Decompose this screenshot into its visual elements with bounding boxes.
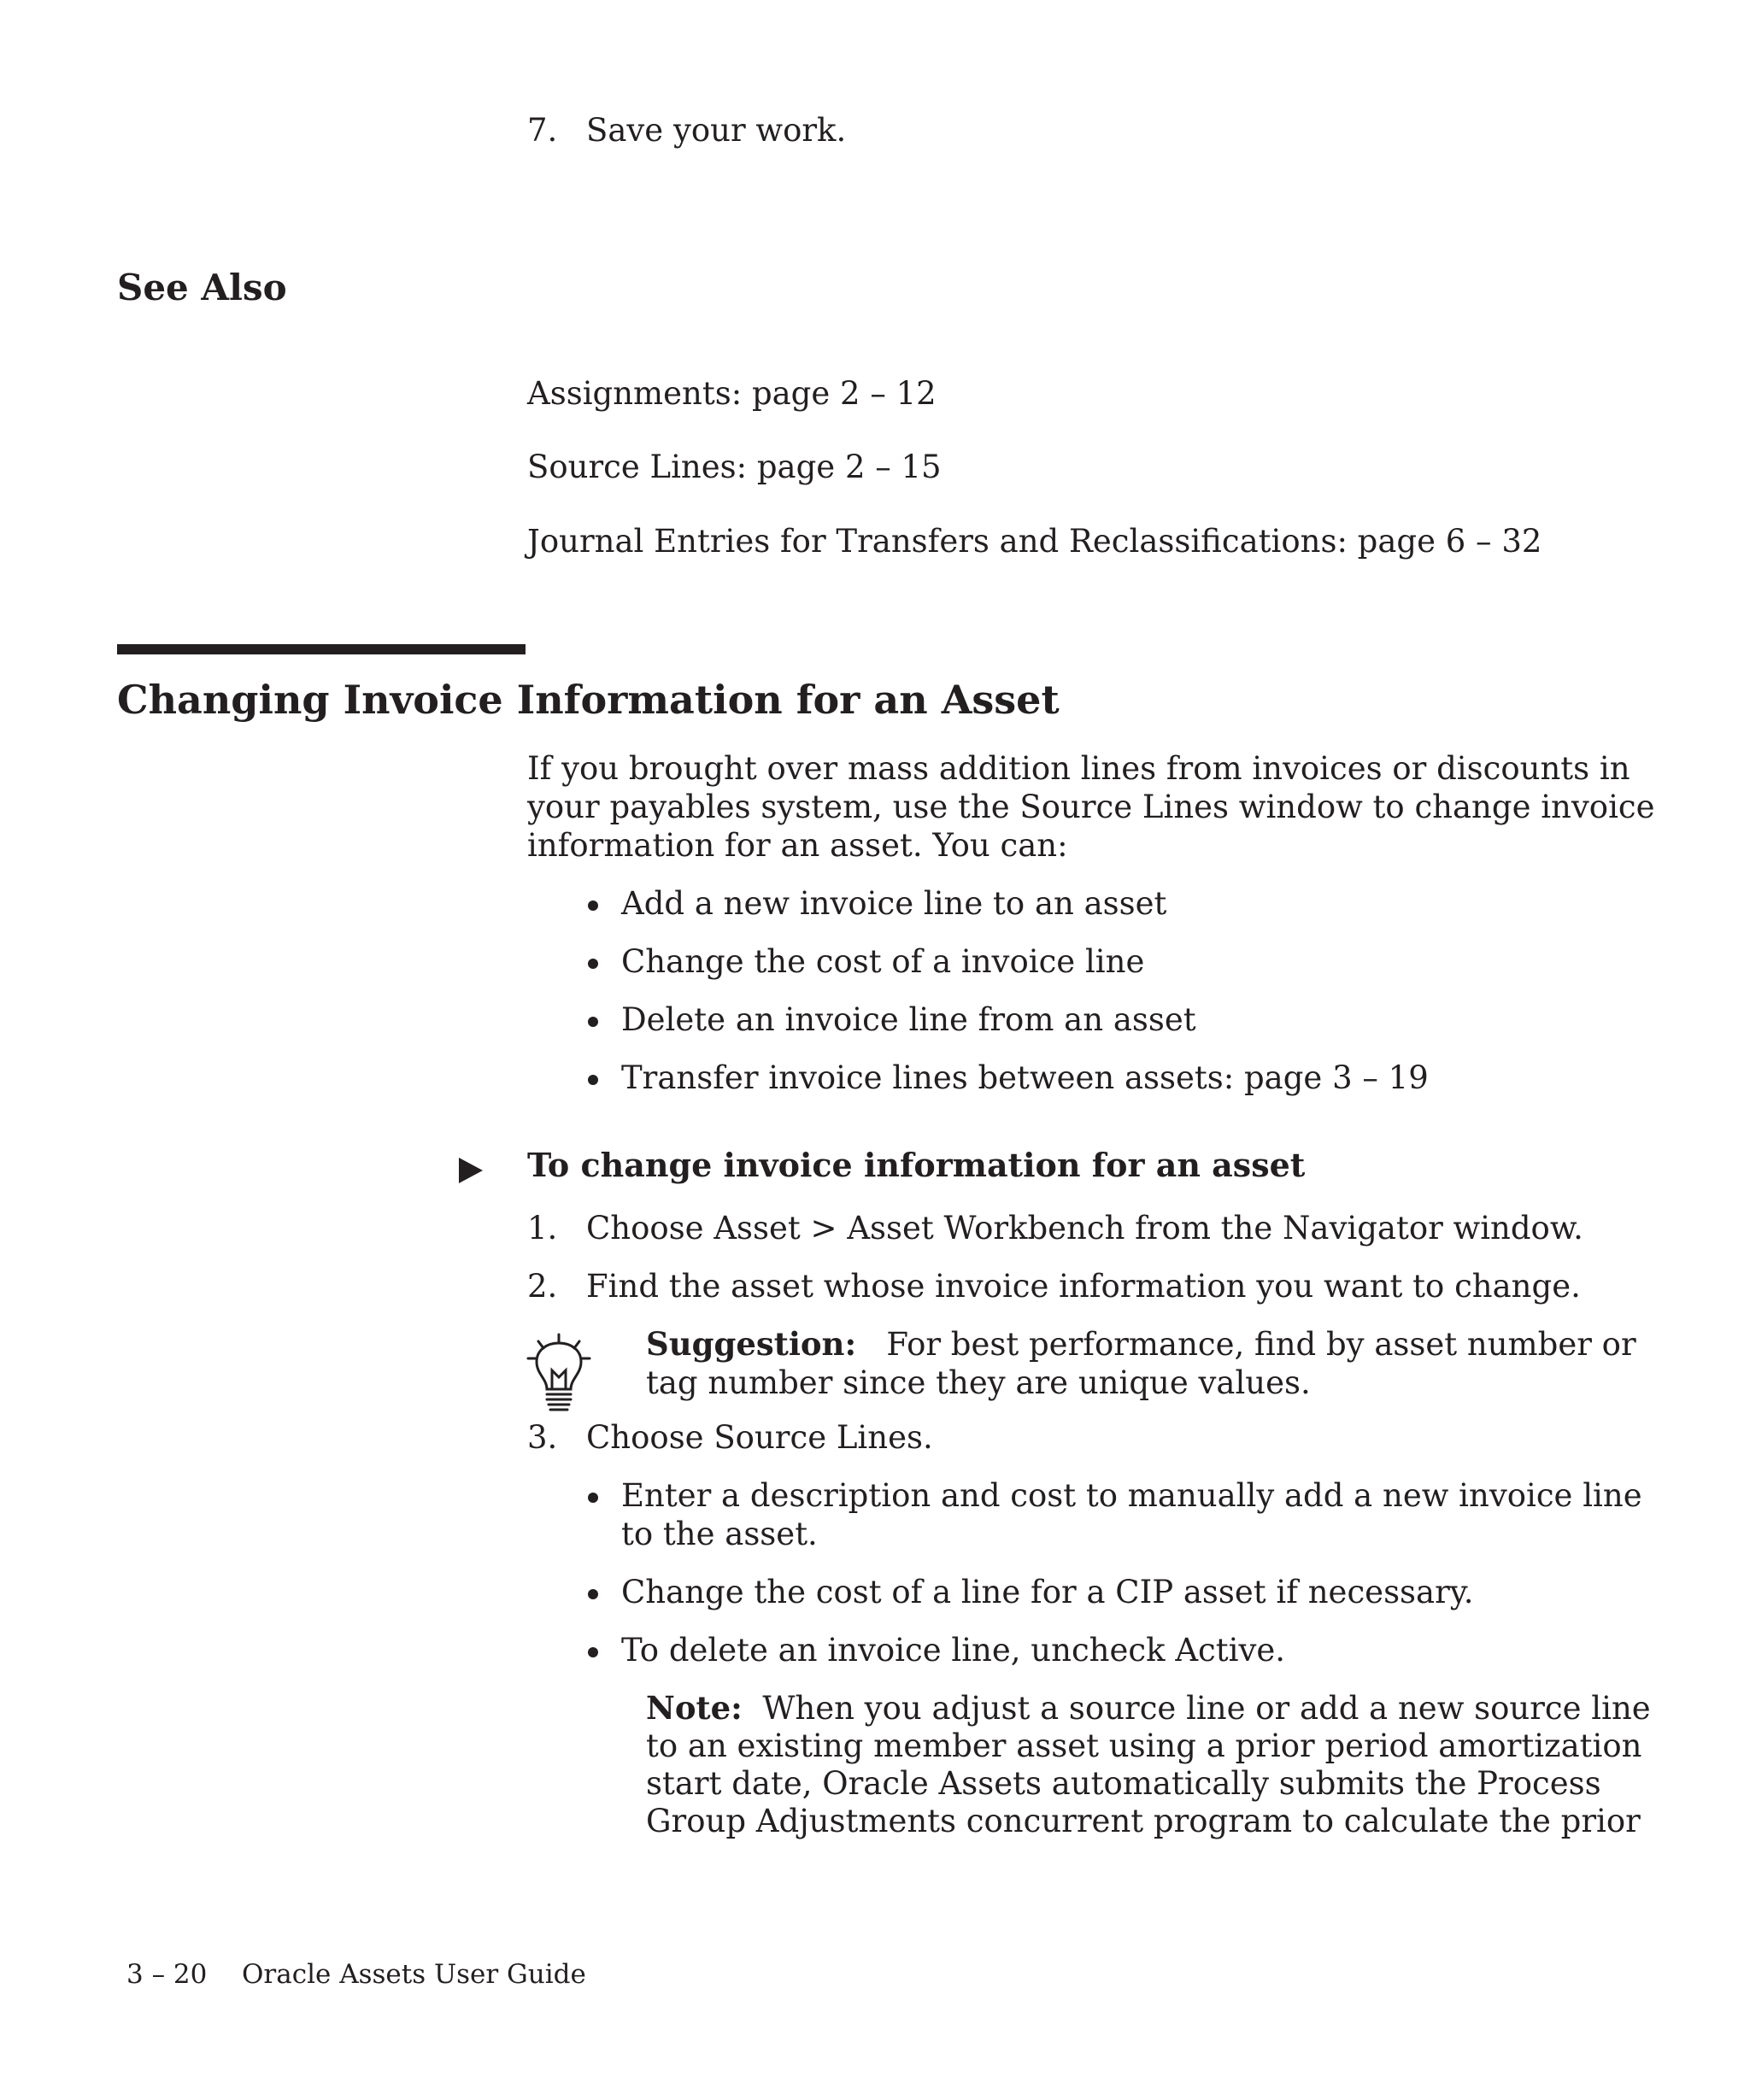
step-text: Choose Asset > Asset Workbench from the Navigator window.	[586, 1210, 1583, 1247]
bullet-icon	[588, 1589, 598, 1599]
list-item: to the asset.	[621, 1516, 818, 1552]
step-number: 7.	[527, 112, 558, 149]
step-text: Choose Source Lines.	[586, 1419, 933, 1456]
see-also-link[interactable]: Journal Entries for Transfers and Reclassifications: page 6 – 32	[527, 523, 1542, 560]
step-text: Find the asset whose invoice information you want to change.	[586, 1268, 1581, 1305]
list-item: Add a new invoice line to an asset	[621, 885, 1167, 922]
note-text: start date, Oracle Assets automatically submits the Process	[646, 1765, 1601, 1802]
procedure-marker-icon	[459, 1158, 483, 1183]
see-also-heading: See Also	[117, 267, 287, 308]
note-line	[646, 1689, 1651, 1728]
list-item[interactable]: Transfer invoice lines between assets: page 3 – 19	[621, 1059, 1429, 1096]
bullet-icon	[588, 1075, 598, 1085]
footer-book-title: Oracle Assets User Guide	[242, 1959, 586, 1990]
list-item: Delete an invoice line from an asset	[621, 1001, 1196, 1038]
step-number: 2.	[527, 1268, 558, 1305]
footer-page-number: 3 – 20	[126, 1959, 208, 1990]
note-text: When you adjust a source line or add a new source line	[762, 1690, 1651, 1727]
intro-line: If you brought over mass addition lines from invoices or discounts in	[527, 750, 1630, 787]
suggestion-text: tag number since they are unique values.	[646, 1364, 1311, 1401]
step-number: 3.	[527, 1419, 558, 1456]
list-item: To delete an invoice line, uncheck Active.	[621, 1632, 1286, 1669]
see-also-link[interactable]: Assignments: page 2 – 12	[527, 375, 937, 412]
bullet-icon	[588, 1647, 598, 1657]
suggestion-line	[646, 1325, 1636, 1364]
bullet-icon	[588, 959, 598, 969]
list-item: Change the cost of a line for a CIP asset if necessary.	[621, 1574, 1474, 1610]
bullet-icon	[588, 900, 598, 911]
suggestion-text: For best performance, find by asset number or	[886, 1326, 1636, 1363]
note-label: Note:	[646, 1689, 743, 1727]
step-number: 1.	[527, 1210, 558, 1247]
intro-line: information for an asset. You can:	[527, 827, 1068, 864]
see-also-link[interactable]: Source Lines: page 2 – 15	[527, 449, 942, 485]
list-item: Enter a description and cost to manually add a new invoice line	[621, 1477, 1642, 1514]
lightbulb-icon	[525, 1333, 593, 1423]
procedure-title: To change invoice information for an asset	[527, 1146, 1306, 1184]
section-rule	[117, 644, 526, 654]
step-text: Save your work.	[586, 112, 847, 149]
list-item: Change the cost of a invoice line	[621, 943, 1145, 980]
note-text: to an existing member asset using a prior period amortization	[646, 1728, 1642, 1764]
bullet-icon	[588, 1017, 598, 1027]
section-title: Changing Invoice Information for an Asset	[117, 677, 1060, 723]
bullet-icon	[588, 1493, 598, 1503]
note-text: Group Adjustments concurrent program to calculate the prior	[646, 1803, 1641, 1839]
suggestion-label: Suggestion:	[646, 1325, 857, 1363]
intro-line: your payables system, use the Source Lines window to change invoice	[527, 789, 1655, 825]
